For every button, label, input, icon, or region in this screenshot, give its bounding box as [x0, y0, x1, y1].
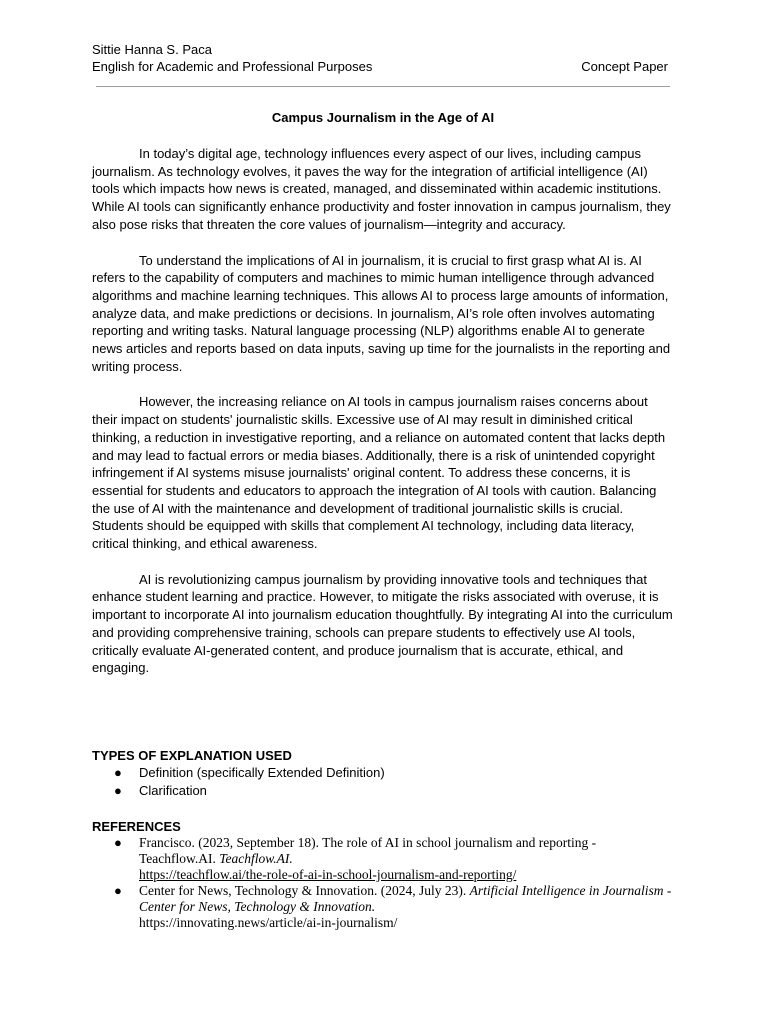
list-item — [92, 764, 674, 782]
bullet-icon: ● — [114, 883, 122, 898]
reference-url: https://innovating.news/article/ai-in-journalism/ — [139, 915, 398, 930]
reference-source: Teachflow.AI. — [219, 851, 293, 866]
paper-body — [92, 145, 674, 695]
paragraph: AI is revolutionizing campus journalism by providing innovative tools and techniques that enhance student learning and practice. However, to mitigate the risks associated with overuse, it is important to incorporate AI into journalism education thoughtfully. By integrating AI into the curriculum and providing comprehensive training, schools can prepare students to effectively use AI tools, critically evaluate AI-generated content, and produce journalism that is accurate, ethical, and engaging. — [92, 571, 673, 676]
bullet-icon: ● — [114, 765, 122, 780]
reference-link[interactable]: https://teachflow.ai/the-role-of-ai-in-school-journalism-and-reporting/ — [139, 867, 517, 882]
reference-list — [92, 835, 674, 931]
document-type: Concept Paper — [581, 59, 668, 74]
reference-text: Francisco. (2023, September 18). The role of AI in school journalism and reporting - Teachflow.AI. — [139, 835, 597, 866]
reference-item — [92, 835, 674, 883]
types-of-explanation-section — [92, 747, 674, 799]
paragraph: However, the increasing reliance on AI tools in campus journalism raises concerns about their impact on students' journalistic skills. Excessive use of AI may result in diminished critical thinking, a reduction in investigative reporting, and a reliance on automated content that lacks depth and may lead to factual errors or media biases. Additionally, there is a risk of unintended copyright infringement if AI systems misuse journalists' original content. To address these concerns, it is essential for students and educators to approach the integration of AI tools with caution. Balancing the use of AI with the maintenance and development of traditional journalistic skills is crucial. Students should be equipped with skills that complement AI technology, including data literacy, critical thinking, and ethical awareness. — [92, 394, 666, 552]
list-item-text: Definition (specifically Extended Definition) — [139, 765, 385, 780]
reference-item — [92, 883, 674, 931]
author-name: Sittie Hanna S. Paca — [92, 42, 212, 57]
paragraph: In today’s digital age, technology influences every aspect of our lives, including campus journalism. As technology evolves, it paves the way for the integration of artificial intelligence (AI) tools which impacts how news is created, managed, and disseminated within academic institutions. While AI tools can significantly enhance productivity and foster innovation in campus journalism, they also pose risks that threaten the core values of journalism—integrity and accuracy. — [92, 146, 671, 232]
paper-title: Campus Journalism in the Age of AI — [271, 110, 495, 125]
bullet-icon: ● — [114, 835, 122, 850]
paragraph: To understand the implications of AI in journalism, it is crucial to first grasp what AI is. AI refers to the capability of computers and machines to mimic human intelligence through advanced algorithms and machine learning techniques. This allows AI to process large amounts of information, analyze data, and make predictions or decisions. In journalism, AI’s role often involves automating reporting and writing tasks. Natural language processing (NLP) algorithms enable AI to generate news articles and reports based on data inputs, saving up time for the journalists in the reporting and writing process. — [92, 252, 671, 374]
header-divider — [96, 86, 670, 87]
section-heading: REFERENCES — [92, 819, 181, 834]
list-item — [92, 782, 674, 800]
reference-source: Artificial Intelligence in Journalism - Center for News, Technology & Innovation. — [139, 883, 672, 914]
bullet-icon: ● — [114, 782, 122, 798]
reference-text: Center for News, Technology & Innovation. (2024, July 23). — [139, 883, 470, 898]
list-item-text: Clarification — [139, 782, 207, 798]
bullet-list — [92, 764, 674, 799]
references-section — [92, 818, 674, 931]
course-name: English for Academic and Professional Purposes — [92, 59, 373, 74]
section-heading: TYPES OF EXPLANATION USED — [92, 748, 292, 763]
